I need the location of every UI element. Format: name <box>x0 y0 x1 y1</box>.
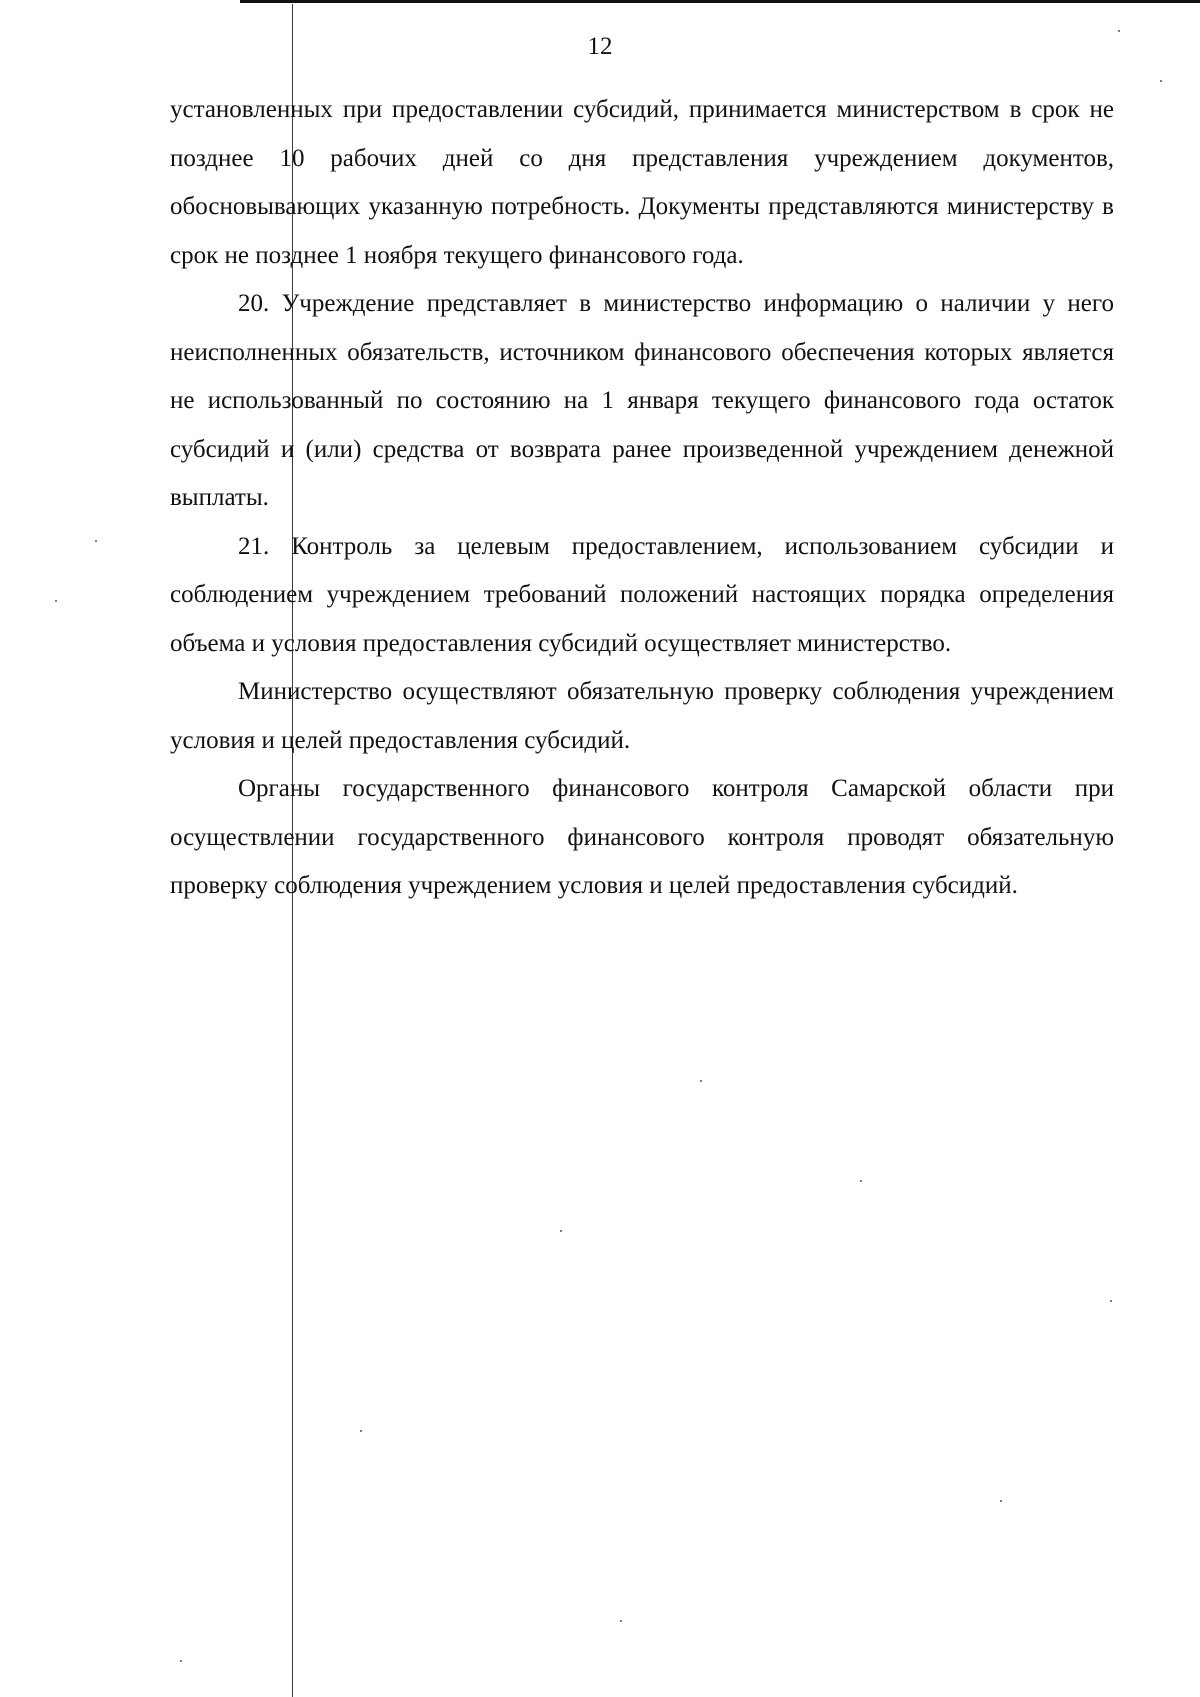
scan-speck <box>1118 30 1120 32</box>
scan-top-edge <box>240 0 1200 3</box>
scan-speck <box>1110 1300 1112 1302</box>
document-body <box>170 86 1114 911</box>
scan-speck <box>1000 1500 1002 1502</box>
scan-speck <box>860 1180 862 1182</box>
paragraph-financial-control: Органы государственного финансового контроля Самарской области при осуществлении государственного финансового контроля проводят обязательную проверку соблюдения учреждением условия и целей предоставления субсидий. <box>170 775 1114 899</box>
scan-speck <box>620 1620 622 1622</box>
paragraph-item-20: 20. Учреждение представляет в министерство информацию о наличии у него неисполненных обязательств, источником финансового обеспечения которых является не использованный по состоянию на 1 января текущего финансового года остаток субсидий и (или) средства от возврата ранее произведенной учреждением денежной выплаты. <box>170 290 1114 511</box>
scan-speck <box>95 540 97 542</box>
scan-speck <box>55 600 57 602</box>
paragraph-item-21: 21. Контроль за целевым предоставлением, использованием субсидии и соблюдением учреждением требований положений настоящих порядка определения объема и условия предоставления субсидий осуществляет министерство. <box>170 532 1114 657</box>
scan-speck <box>180 1660 182 1662</box>
paragraph-ministry-check: Министерство осуществляют обязательную проверку соблюдения учреждением условия и целей предоставления субсидий. <box>170 678 1114 754</box>
scan-speck <box>1160 80 1162 82</box>
scan-speck <box>700 1080 702 1082</box>
page-number: 12 <box>587 33 613 60</box>
paragraph-continuation: установленных при предоставлении субсидий, принимается министерством в срок не позднее 10 рабочих дней со дня представления учреждением документов, обосновывающих указанную потребность. Документы представляются министерству в срок не позднее 1 ноября текущего финансового года. <box>170 96 1114 269</box>
scan-speck <box>360 1430 362 1432</box>
scan-speck <box>560 1230 562 1232</box>
